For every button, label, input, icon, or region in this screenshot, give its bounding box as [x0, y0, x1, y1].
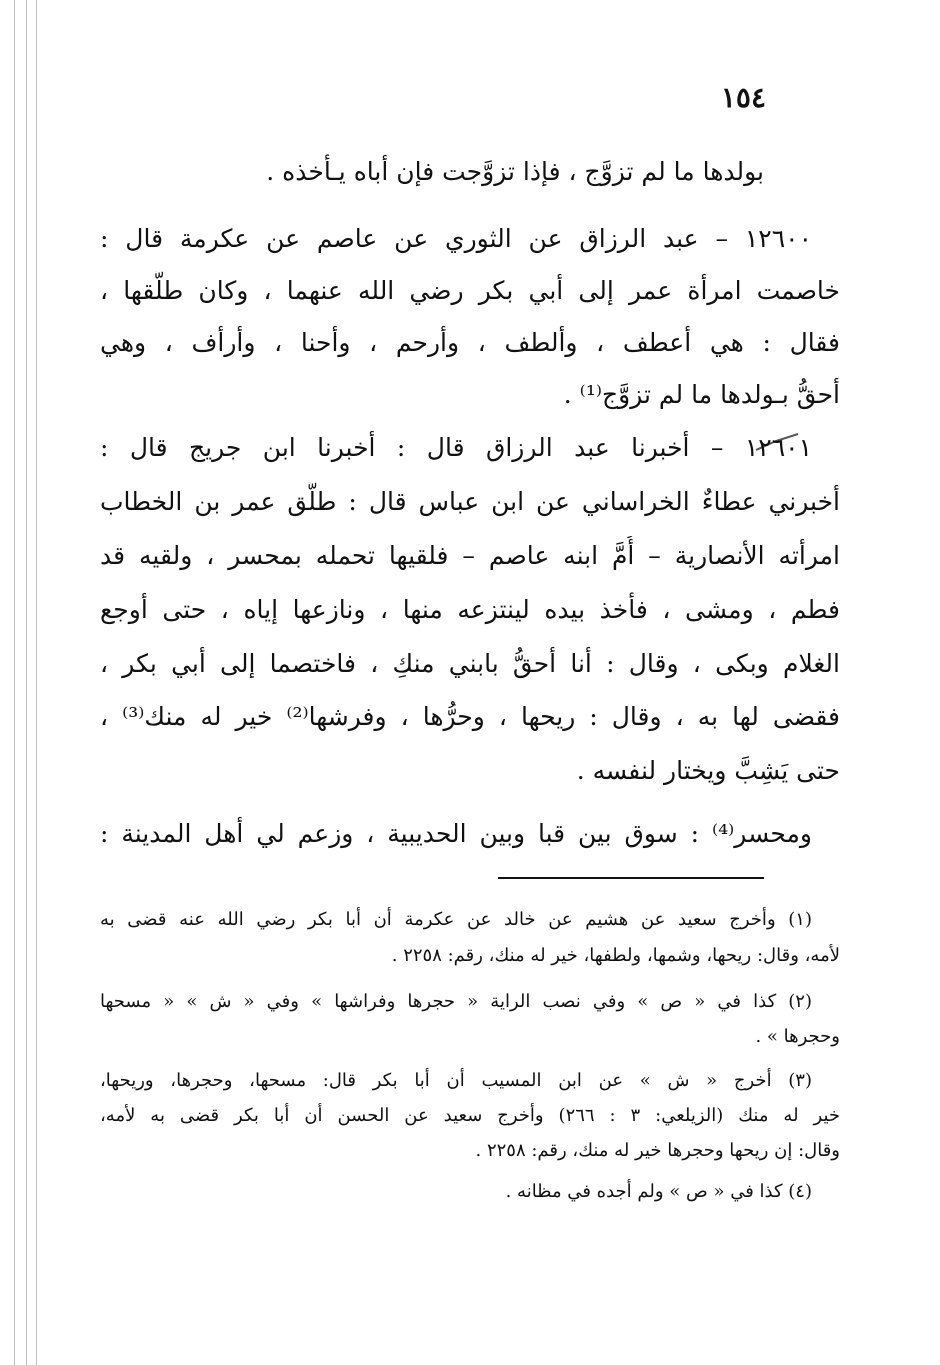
body-line: الغلام وبكى ، وقال : أنا أحقُّ بابني منكِ ، فاختصما إلى أبي بكر ،: [100, 649, 840, 678]
body-line: فطم ، ومشى ، فأخذ بيده لينتزعه منها ، ونازعها إياه ، حتى أوجع: [100, 595, 840, 624]
footnote-3-line: وقال: إن ريحها وحجرها خير له منك، رقم: ٢٢٥٨ .: [475, 1140, 840, 1161]
margin-rule-middle: [26, 0, 27, 1365]
hadith-12601-heading-line: ١٢٦٠١ – أخبرنا عبد الرزاق قال : أخبرنا ابن جريج قال :: [100, 433, 812, 462]
footnote-2-line: (٢) كذا في « ص » وفي نصب الراية « حجرها وفراشها » وفي « ش » « مسحها: [100, 991, 812, 1012]
body-line: بولدها ما لم تزوَّج ، فإذا تزوَّجت فإن أباه يـأخذه .: [266, 157, 764, 186]
footnote-2-line: وحجرها » .: [755, 1026, 840, 1047]
body-line: أحقُّ بـولدها ما لم تزوَّج⁽¹⁾ .: [563, 380, 840, 409]
body-line: ومحسر⁽⁴⁾ : سوق بين قبا وبين الحديبية ، وزعم لي أهل المدينة :: [100, 819, 812, 848]
body-line: خاصمت امرأة عمر إلى أبي بكر رضي الله عنهما ، وكان طلَّقها ،: [100, 276, 840, 305]
footnote-3-line: (٣) أخرج « ش » عن ابن المسيب أن أبا بكر قال: مسحها، وحجرها، وريحها،: [100, 1070, 812, 1091]
margin-rule-outer: [14, 0, 15, 1365]
footnote-1-line: (١) وأخرج سعيد عن هشيم عن خالد عن عكرمة أن أبا بكر رضي الله عنه قضى به: [100, 909, 812, 930]
page-number: ١٥٤: [720, 81, 766, 114]
footnote-1-line: لأمه، وقال: ريحها، وشمها، ولطفها، خير له منك، رقم: ٢٢٥٨ .: [391, 945, 840, 966]
margin-rule-inner: [36, 0, 37, 1365]
body-line: حتى يَشِبَّ ويختار لنفسه .: [576, 756, 840, 785]
footnote-4-line: (٤) كذا في « ص » ولم أجده في مظانه .: [505, 1181, 812, 1202]
hadith-12600-heading-line: ١٢٦٠٠ – عبد الرزاق عن الثوري عن عاصم عن عكرمة قال :: [100, 224, 812, 253]
body-line: فقضى لها به ، وقال : ريحها ، وحرُّها ، وفرشها⁽²⁾ خير له منك⁽³⁾ ،: [100, 702, 840, 731]
footnote-3-line: خير له منك (الزيلعي: ٣ : ٢٦٦) وأخرج سعيد عن الحسن أن أبا بكر قضى به لأمه،: [100, 1105, 840, 1126]
footnote-separator: [498, 877, 764, 879]
body-line: فقال : هي أعطف ، وألطف ، وأرحم ، وأحنا ، وأرأف ، وهي: [100, 328, 840, 357]
body-line: أخبرني عطاءٌ الخراساني عن ابن عباس قال : طلَّق عمر بن الخطاب: [100, 487, 840, 516]
body-line: امرأته الأنصارية – أُمَّ ابنه عاصم – فلقيها تحمله بمحسر ، ولقيه قد: [100, 541, 840, 570]
